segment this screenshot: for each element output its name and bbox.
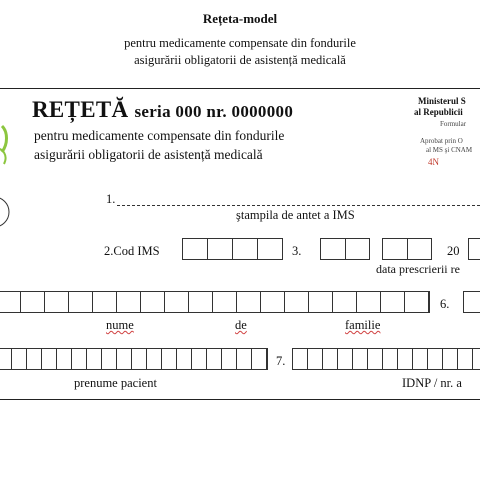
date-year-field[interactable] <box>468 238 480 260</box>
idnp-field[interactable] <box>292 348 480 370</box>
field1-number: 1. <box>106 192 116 206</box>
year-prefix: 20 <box>447 244 460 258</box>
surname-field[interactable] <box>0 291 430 313</box>
stamp-caption: ştampila de antet a IMS <box>236 208 355 222</box>
field6-input[interactable] <box>463 291 480 313</box>
formular-label: Formular <box>440 120 467 128</box>
field7-number: 7. <box>276 354 286 368</box>
form-title-main: REȚETĂ <box>32 97 129 122</box>
form-title <box>32 97 293 123</box>
approval-line1: Aprobat prin O <box>420 137 463 145</box>
idnp-caption: IDNP / nr. a <box>402 376 462 390</box>
form-subtitle-line2: asigurării obligatorii de asistență medicală <box>34 147 263 162</box>
approval-line2: al MS şi CNAM <box>426 146 473 154</box>
emblem-icon <box>0 118 22 234</box>
cod-ims-label: 2.Cod IMS <box>104 244 160 258</box>
first-name-field[interactable] <box>0 348 268 370</box>
document-title: Rețeta-model <box>202 11 278 26</box>
form-subtitle-line1: pentru medicamente compensate din fondurile <box>34 128 285 143</box>
document-subtitle-line2: asigurării obligatorii de asistență medicală <box>134 53 346 67</box>
document-subtitle-line1: pentru medicamente compensate din fondurile <box>124 36 356 50</box>
ministry-line1: Ministerul S <box>418 96 466 106</box>
approval-code: 4N <box>428 157 439 167</box>
field6-number: 6. <box>440 297 450 311</box>
cod-ims-field[interactable] <box>182 238 283 260</box>
form-title-series: seria 000 nr. 0000000 <box>134 102 294 121</box>
ministry-line2: al Republicii <box>414 107 463 117</box>
stamp-dashed-line <box>117 205 480 206</box>
date-month-field[interactable] <box>382 238 432 260</box>
field3-number: 3. <box>292 244 302 258</box>
first-name-caption: prenume pacient <box>74 376 157 390</box>
surname-caption-word3: familie <box>345 318 381 332</box>
date-caption: data prescrierii re <box>376 262 460 276</box>
surname-caption-word2: de <box>235 318 247 332</box>
surname-caption-word1: nume <box>106 318 134 332</box>
date-day-field[interactable] <box>320 238 370 260</box>
